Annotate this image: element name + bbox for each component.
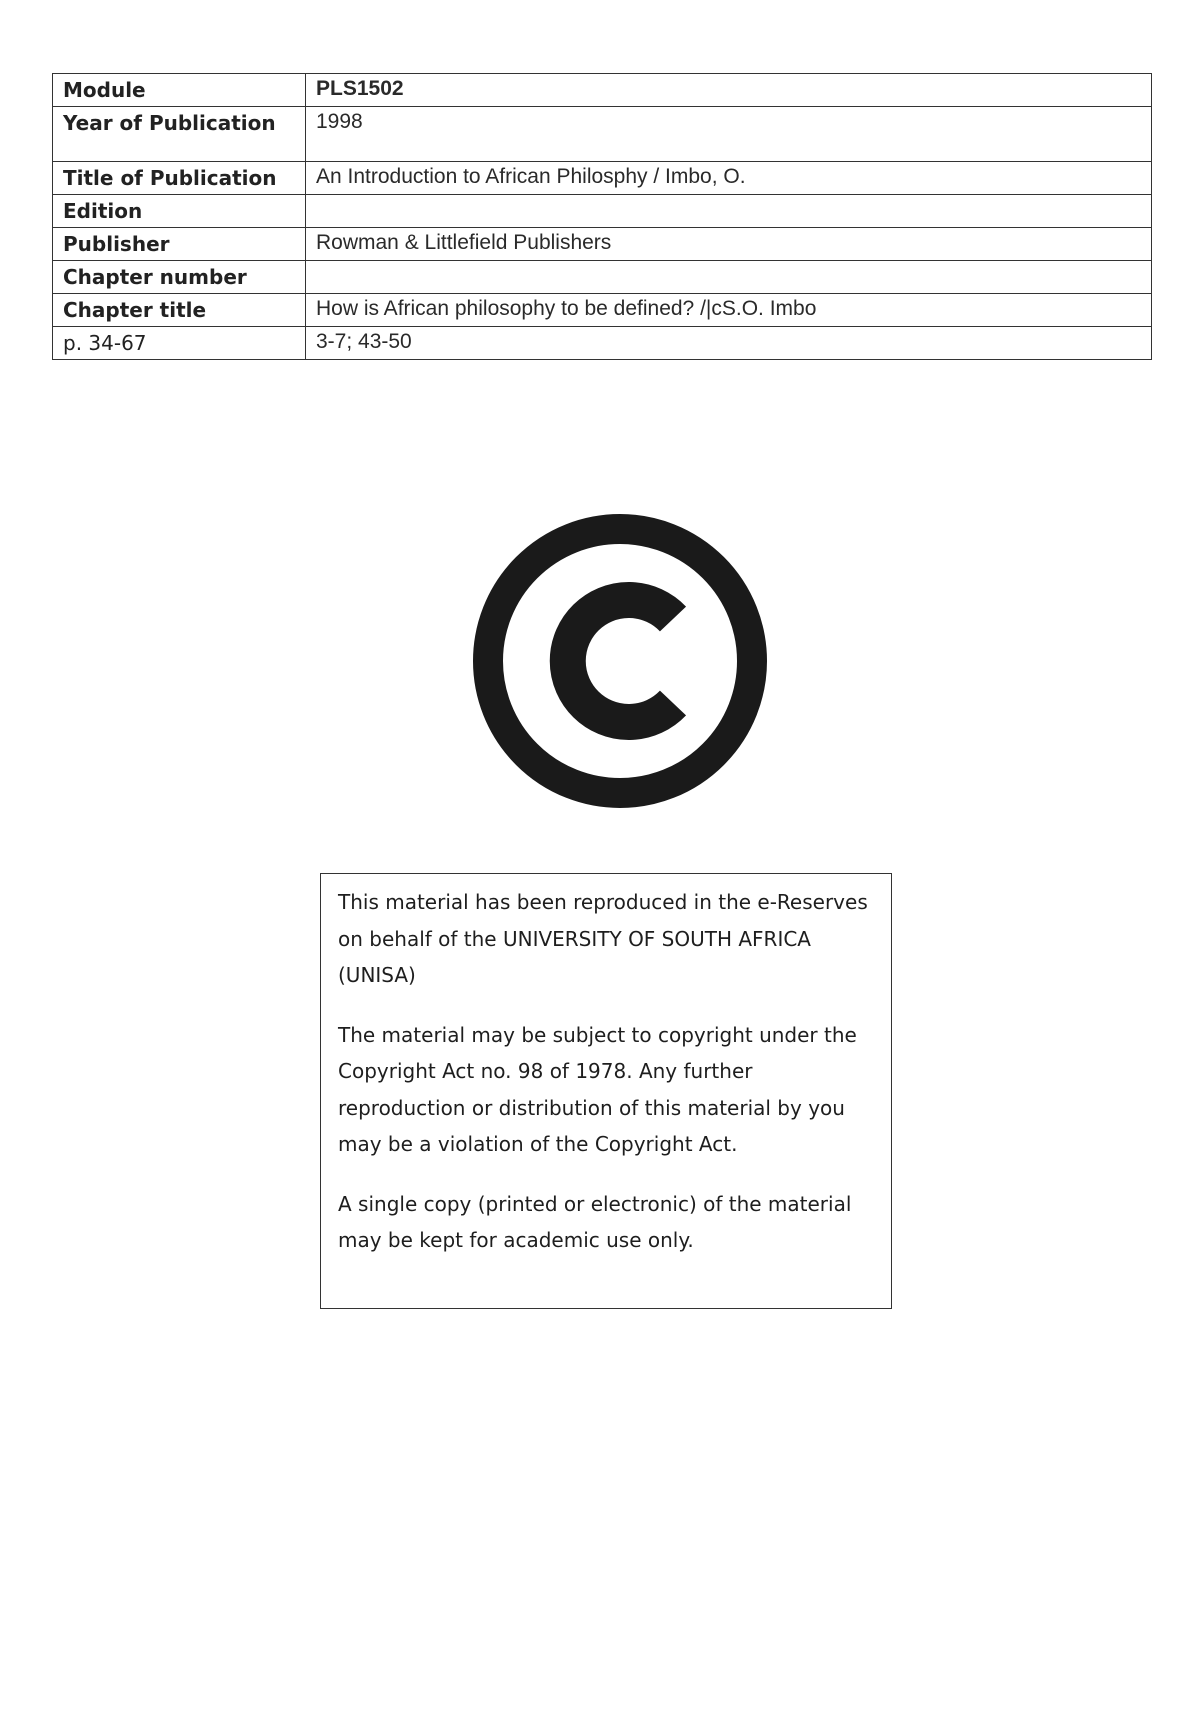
table-row-chapter-number xyxy=(53,261,1152,294)
table-row-pages xyxy=(53,327,1152,360)
notice-paragraph-reproduction: This material has been reproduced in the e-Reserves on behalf of the UNIVERSITY OF SOUTH AFRICA (UNISA) xyxy=(338,890,868,987)
table-row-chapter-title xyxy=(53,294,1152,327)
table-row-publisher xyxy=(53,228,1152,261)
pages-label: p. 34-67 xyxy=(53,327,306,360)
title-label: Title of Publication xyxy=(53,162,306,195)
copyright-icon xyxy=(472,513,768,809)
table-row-module xyxy=(53,74,1152,107)
table-row-year xyxy=(53,107,1152,162)
notice-paragraph-single-copy: A single copy (printed or electronic) of the material may be kept for academic use only. xyxy=(338,1191,852,1252)
chapter-number-value xyxy=(306,261,1152,294)
publisher-label: Publisher xyxy=(53,228,306,261)
chapter-number-label: Chapter number xyxy=(53,261,306,294)
edition-value xyxy=(306,195,1152,228)
table-row-edition xyxy=(53,195,1152,228)
year-label: Year of Publication xyxy=(53,107,306,162)
pages-value: 3-7; 43-50 xyxy=(306,327,1152,360)
year-value: 1998 xyxy=(306,107,1152,162)
chapter-title-value: How is African philosophy to be defined? /|cS.O. Imbo xyxy=(306,294,1152,327)
publication-metadata-table xyxy=(52,73,1152,360)
edition-label: Edition xyxy=(53,195,306,228)
publisher-value: Rowman & Littlefield Publishers xyxy=(306,228,1152,261)
copyright-notice-box xyxy=(320,873,892,1309)
module-value: PLS1502 xyxy=(306,74,1152,107)
title-value: An Introduction to African Philosphy / Imbo, O. xyxy=(306,162,1152,195)
table-row-title xyxy=(53,162,1152,195)
notice-paragraph-copyright-act: The material may be subject to copyright under the Copyright Act no. 98 of 1978. Any further reproduction or distribution of this material by you may be a violation of the Copyright Act. xyxy=(338,1022,857,1156)
module-label: Module xyxy=(53,74,306,107)
chapter-title-label: Chapter title xyxy=(53,294,306,327)
